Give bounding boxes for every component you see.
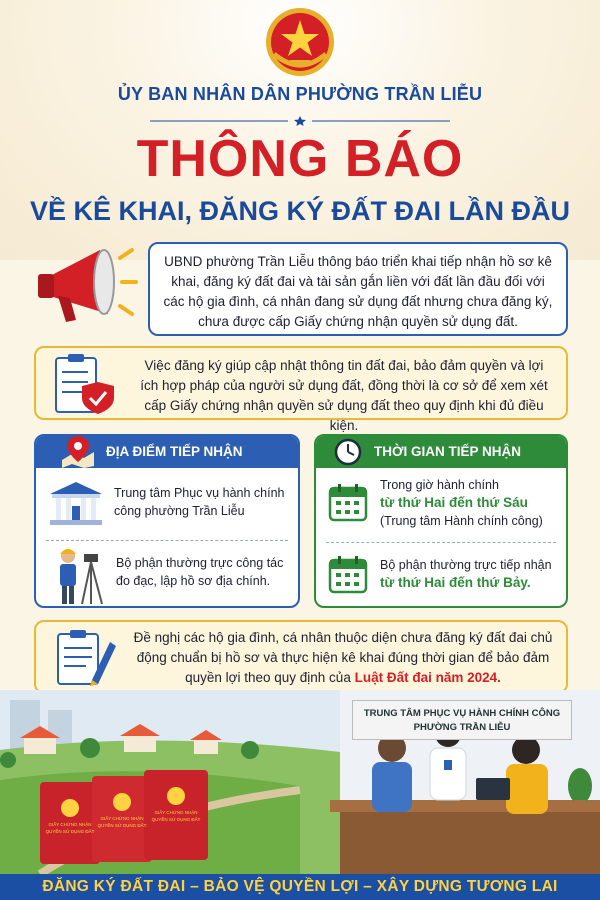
national-emblem-icon	[264, 6, 336, 78]
surveyor-icon	[46, 544, 108, 606]
time-item-standby-line1: Bộ phận thường trực tiếp nhận	[380, 558, 552, 572]
footer-slogan: ĐĂNG KÝ ĐẤT ĐAI – BẢO VỆ QUYỀN LỢI – XÂY DỰNG TƯƠNG LAI	[0, 874, 600, 900]
map-pin-icon	[60, 434, 96, 468]
page-subtitle: VỀ KÊ KHAI, ĐĂNG KÝ ĐẤT ĐAI LẦN ĐẦU	[29, 196, 570, 226]
book-label: QUYỀN SỬ DỤNG ĐẤT	[97, 823, 147, 828]
location-item-survey-text: Bộ phận thường trực công tác đo đạc, lập hồ sơ địa chính.	[116, 556, 284, 588]
time-item-standby	[316, 542, 566, 608]
book-label: GIẤY CHỨNG NHẬN	[100, 816, 144, 821]
purpose-text: Việc đăng ký giúp cập nhật thông tin đất đai, bảo đảm quyền và lợi ích hợp pháp của người sử dụng đất, đồng thời là cơ sở để xem xét cấp Giấy chứng nhận quyền sử dụng đất theo quy định khi đủ điều kiện.	[140, 358, 548, 433]
time-panel	[314, 434, 568, 608]
location-item-survey	[36, 540, 298, 608]
book-label: QUYỀN SỬ DỤNG ĐẤT	[151, 817, 201, 822]
request-text: Đề nghị các hộ gia đình, cá nhân thuộc diện chưa đăng ký đất đai chủ động chuẩn bị hồ sơ và thực hiện kê khai đúng thời gian để bảo đảm quyền lợi theo quy định của	[133, 630, 553, 685]
intro-box	[148, 242, 568, 336]
book-label: GIẤY CHỨNG NHẬN	[48, 822, 92, 827]
page-title: THÔNG BÁO	[136, 130, 464, 188]
time-item-admin-line1: Trong giờ hành chính	[380, 478, 499, 492]
time-item-standby-line2: từ thứ Hai đến thứ Bảy.	[380, 575, 531, 590]
megaphone-icon	[30, 238, 140, 334]
header	[0, 84, 600, 105]
request-box	[34, 620, 568, 694]
time-panel-heading: THỜI GIAN TIẾP NHẬN	[316, 436, 566, 468]
location-item-center-text: Trung tâm Phục vụ hành chính công phường Trần Liễu	[114, 486, 285, 518]
time-item-admin-line2: từ thứ Hai đến thứ Sáu	[380, 495, 528, 510]
service-center-sign-line1: TRUNG TÂM PHỤC VỤ HÀNH CHÍNH CÔNG	[363, 708, 561, 719]
purpose-box	[34, 346, 568, 433]
location-panel-heading: ĐỊA ĐIỂM TIẾP NHẬN	[36, 436, 298, 468]
calendar-icon	[328, 554, 368, 594]
calendar-icon	[328, 482, 368, 522]
service-center-sign-line2: PHƯỜNG TRẦN LIỄU	[413, 722, 511, 733]
organization-name: ỦY BAN NHÂN DÂN PHƯỜNG TRẦN LIỄU	[117, 84, 483, 104]
government-building-icon	[46, 478, 106, 528]
location-panel	[34, 434, 300, 608]
book-label: GIẤY CHỨNG NHẬN	[154, 810, 198, 815]
header-divider	[0, 116, 600, 126]
document-pen-icon	[52, 626, 118, 688]
time-item-admin-line3: (Trung tâm Hành chính công)	[380, 514, 543, 528]
location-item-center	[36, 468, 298, 538]
book-label: QUYỀN SỬ DỤNG ĐẤT	[45, 829, 95, 834]
service-center-sign	[352, 700, 572, 740]
law-reference: Luật Đất đai năm 2024.	[354, 670, 501, 685]
clock-icon	[334, 438, 362, 466]
intro-text: UBND phường Trần Liễu thông báo triển khai tiếp nhận hồ sơ kê khai, đăng ký đất đai và tài sản gắn liền với đất lần đầu đối với các hộ gia đình, cá nhân đang sử dụng đất nhưng chưa đăng ký, chưa được cấp Giấy chứng nhận quyền sử dụng đất.	[163, 254, 553, 329]
time-item-admin	[316, 468, 566, 540]
checklist-shield-icon	[50, 352, 120, 416]
